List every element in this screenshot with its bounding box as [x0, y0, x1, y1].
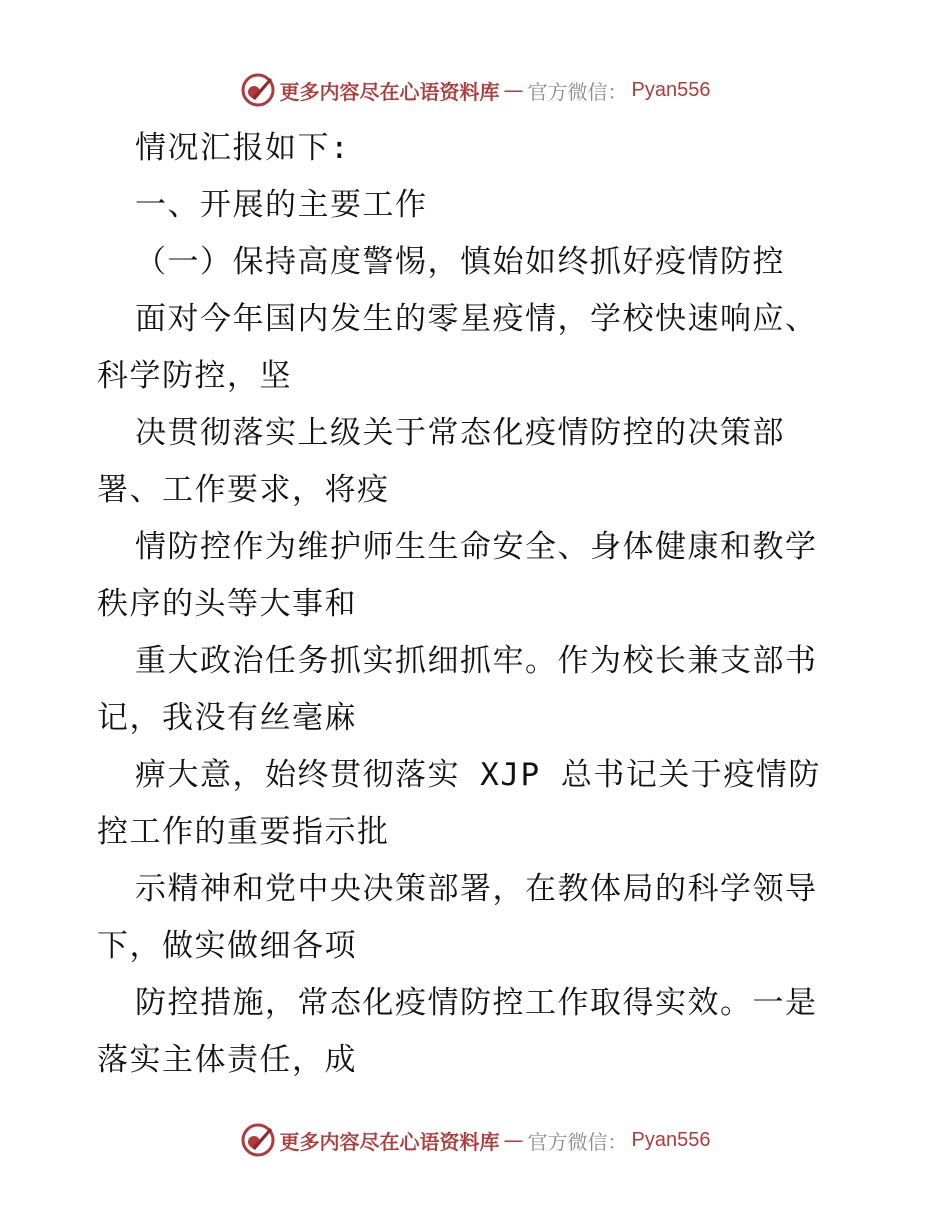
text-line: 署、工作要求，将疫 [97, 472, 390, 508]
watermark-dash: — [503, 1128, 524, 1152]
text-line: 重大政治任务抓实抓细抓牢。作为校长兼支部书 [135, 643, 818, 679]
text-line: 决贯彻落实上级关于常态化疫情防控的决策部 [135, 415, 785, 451]
quill-logo-icon [240, 1122, 276, 1158]
watermark-wechat-id: Pyan556 [631, 1128, 711, 1151]
watermark-subtitle: 官方微信： [527, 79, 628, 104]
watermark-wechat-id: Pyan556 [631, 78, 711, 101]
document-body [97, 120, 857, 1089]
text-line: 下，做实做细各项 [97, 928, 357, 964]
text-line: 示精神和党中央决策部署，在教体局的科学领导 [135, 871, 818, 907]
header-watermark [0, 70, 950, 110]
quill-logo-icon [240, 72, 276, 108]
watermark-brand-text: 更多内容尽在心语资料库 [279, 79, 500, 104]
text-line: 面对今年国内发生的零星疫情，学校快速响应、 [135, 301, 818, 337]
text-line: 科学防控，坚 [97, 358, 292, 394]
subsection-heading: （一）保持高度警惕，慎始如终抓好疫情防控 [135, 244, 785, 280]
text-line: 防控措施，常态化疫情防控工作取得实效。一是 [135, 985, 818, 1021]
footer-watermark [0, 1120, 950, 1160]
text-line: 情防控作为维护师生生命安全、身体健康和教学 [135, 529, 818, 565]
text-line: 落实主体责任，成 [97, 1042, 357, 1078]
text-line: 秩序的头等大事和 [97, 586, 357, 622]
watermark-brand-text: 更多内容尽在心语资料库 [279, 1129, 500, 1154]
text-line: 痹大意，始终贯彻落实 XJP 总书记关于疫情防 [135, 757, 821, 793]
section-heading: 一、开展的主要工作 [135, 187, 428, 223]
text-line: 记，我没有丝毫麻 [97, 700, 357, 736]
text-line: 控工作的重要指示批 [97, 814, 390, 850]
text-line: 情况汇报如下: [135, 130, 351, 166]
watermark-dash: — [503, 78, 524, 102]
watermark-subtitle: 官方微信： [527, 1129, 628, 1154]
